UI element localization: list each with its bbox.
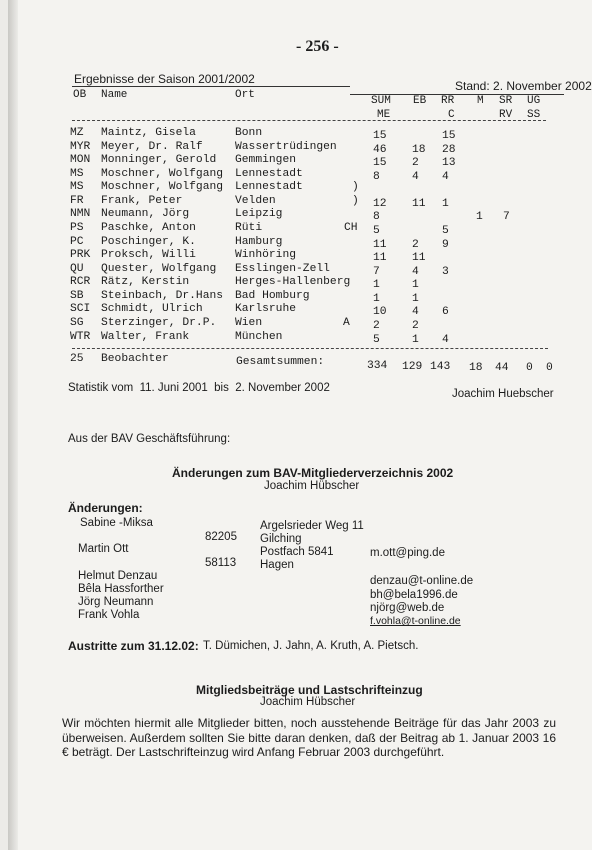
row-rr: 15	[442, 130, 456, 142]
row-name: Schmidt, Ulrich	[101, 303, 203, 316]
row-name: Neumann, Jörg	[101, 208, 190, 221]
row-name: Paschke, Anton	[101, 221, 196, 234]
header-ob: OB	[73, 89, 87, 101]
observer-count: 25	[70, 353, 84, 365]
row-name: Moschner, Wolfgang	[101, 181, 224, 194]
header-dashed-rule	[72, 120, 546, 121]
row-ob: QU	[70, 262, 84, 275]
row-ort: Esslingen-Zell	[235, 262, 330, 275]
changes-label: Änderungen:	[68, 501, 143, 515]
row-sum: 46	[373, 143, 387, 156]
entry-street-argelsrieder: Argelsrieder Weg 11	[260, 520, 364, 532]
header-me: ME	[377, 109, 391, 121]
row-eb: 2	[412, 238, 419, 251]
row-sum: 2	[373, 319, 380, 332]
row-rr: 9	[442, 238, 449, 251]
fees-title: Mitgliedsbeiträge und Lastschrifteinzug	[196, 683, 423, 697]
row-ort: Velden	[235, 194, 276, 207]
row-name: Sterzinger, Dr.P.	[101, 316, 217, 329]
signature-huebscher: Joachim Huebscher	[452, 388, 554, 400]
row-ort: Herges-Hallenberg	[235, 276, 351, 289]
row-ob: SG	[70, 316, 84, 329]
row-name: Monninger, Gerold	[101, 154, 217, 167]
exits-label: Austritte zum 31.12.02:	[68, 639, 199, 653]
row-ob: MYR	[70, 140, 91, 153]
row-rr: 28	[442, 143, 456, 156]
entry-email-hassforther: bh@bela1996.de	[370, 589, 458, 601]
entry-postfach: Postfach 5841	[260, 546, 334, 558]
entry-email-neumann: njörg@web.de	[370, 602, 445, 614]
row-sum: 1	[373, 292, 380, 305]
entry-name-hassforther: Bêla Hassforther	[78, 583, 164, 595]
total-ss: 0	[546, 362, 553, 374]
row-sum: 1	[373, 279, 380, 292]
row-ob: MS	[70, 167, 84, 180]
changes-title: Änderungen zum BAV-Mitgliederverzeichnis 2002	[172, 466, 454, 480]
row-rr: 13	[442, 157, 456, 170]
row-ob: MON	[70, 154, 91, 167]
row-ob: WTR	[70, 330, 91, 343]
title-rule	[72, 86, 350, 87]
row-ob: PRK	[70, 249, 91, 262]
row-rr: 3	[442, 265, 449, 278]
row-eb: 1	[412, 279, 419, 292]
row-name: Rätz, Kerstin	[101, 276, 190, 289]
row-mark: A	[343, 316, 350, 329]
header-ug: UG	[527, 95, 541, 107]
row-eb: 2	[412, 319, 419, 332]
row-ort: Hamburg	[235, 235, 283, 248]
total-rr: 143	[430, 361, 451, 373]
row-ob: SCI	[70, 303, 91, 316]
row-ob: MS	[70, 181, 84, 194]
row-rr: 4	[442, 333, 449, 346]
entry-name-vohla: Frank Vohla	[78, 609, 140, 621]
row-sum: 11	[373, 252, 387, 265]
row-name: Meyer, Dr. Ralf	[101, 140, 203, 153]
total-eb: 129	[402, 361, 423, 373]
row-name: Maintz, Gisela	[101, 127, 196, 139]
row-name: Frank, Peter	[101, 194, 183, 207]
header-m: M	[477, 95, 484, 107]
row-ort: Leipzig	[235, 208, 283, 221]
entry-email-ott: m.ott@ping.de	[370, 547, 445, 559]
row-ob: RCR	[70, 276, 91, 289]
row-sr: 7	[503, 211, 510, 224]
row-ob: SB	[70, 289, 84, 302]
header-name: Name	[101, 89, 128, 101]
bav-heading: Aus der BAV Geschäftsführung:	[68, 433, 231, 445]
row-m: 1	[476, 211, 483, 224]
row-ort: Wassertrüdingen	[235, 140, 337, 153]
header-eb: EB	[413, 95, 427, 107]
row-eb: 1	[412, 292, 419, 305]
row-ort: Bad Homburg	[235, 289, 310, 302]
row-ob: MZ	[70, 127, 84, 139]
season-title: Ergebnisse der Saison 2001/2002	[74, 72, 255, 86]
entry-name-martin-ott: Martin Ott	[78, 543, 129, 555]
row-mark: CH	[344, 221, 358, 234]
totals-label: Gesamtsummen:	[236, 356, 325, 368]
row-sum: 10	[373, 306, 387, 319]
total-ug: 0	[526, 362, 533, 374]
row-eb: 4	[412, 265, 419, 278]
row-name: Steinbach, Dr.Hans	[101, 289, 224, 302]
fees-author: Joachim Hübscher	[260, 696, 356, 708]
row-rr: 6	[442, 306, 449, 319]
row-eb: 18	[412, 143, 426, 156]
row-sum: 5	[373, 224, 380, 237]
row-rr: 5	[442, 224, 449, 237]
row-sum: 7	[373, 265, 380, 278]
entry-email-vohla: f.vohla@t-online.de	[370, 615, 461, 627]
entry-city-hagen: Hagen	[260, 559, 294, 571]
total-m: 18	[469, 362, 483, 374]
header-c: C	[448, 109, 455, 121]
row-eb: 1	[412, 333, 419, 346]
row-sum: 8	[373, 170, 380, 183]
observer-label: Beobachter	[101, 353, 169, 365]
row-eb: 4	[412, 170, 419, 183]
row-ort: Winhöring	[235, 249, 297, 262]
row-name: Moschner, Wolfgang	[101, 167, 224, 180]
row-eb: 11	[412, 252, 426, 265]
stand-date: Stand: 2. November 2002	[455, 79, 592, 93]
page-shadow-edge	[8, 0, 18, 850]
total-sum: 334	[367, 360, 388, 372]
row-ort: Wien	[235, 316, 263, 329]
entry-name-sabine: Sabine -Miksa	[80, 517, 153, 529]
row-name: Quester, Wolfgang	[101, 262, 217, 275]
row-mark: )	[352, 194, 359, 207]
header-ort: Ort	[235, 89, 255, 101]
row-sum: 5	[373, 333, 380, 346]
row-ob: FR	[70, 194, 84, 207]
totals-dashed-rule-top	[72, 348, 548, 349]
row-eb: 2	[412, 157, 419, 170]
header-ss: SS	[527, 109, 541, 121]
page-number: - 256 -	[296, 38, 339, 55]
row-ort: Karlsruhe	[235, 303, 297, 316]
header-rv: RV	[499, 109, 513, 121]
row-name: Poschinger, K.	[101, 235, 196, 248]
row-rr: 1	[442, 197, 449, 210]
row-ort: München	[235, 330, 283, 343]
row-eb: 11	[412, 197, 426, 210]
row-sum: 12	[373, 197, 387, 210]
changes-author: Joachim Hübscher	[264, 480, 360, 492]
row-sum: 8	[373, 211, 380, 224]
exits-names: T. Dümichen, J. Jahn, A. Kruth, A. Pietsch.	[203, 640, 419, 652]
row-rr: 4	[442, 170, 449, 183]
statistik-period: Statistik vom 11. Juni 2001 bis 2. November 2002	[68, 382, 330, 394]
entry-plz-82205: 82205	[205, 531, 237, 543]
row-ob: NMN	[70, 208, 91, 221]
header-rr: RR	[441, 95, 455, 107]
row-ob: PC	[70, 235, 84, 248]
header-sum: SUM	[371, 95, 391, 107]
row-sum: 11	[373, 238, 387, 251]
row-ort: Lennestadt	[235, 181, 303, 194]
total-sr: 44	[495, 362, 509, 374]
row-sum: 15	[373, 157, 387, 170]
row-name: Proksch, Willi	[101, 249, 196, 262]
entry-name-neumann: Jörg Neumann	[78, 596, 154, 608]
row-ort: Rüti	[235, 221, 263, 234]
row-ort: Lennestadt	[235, 167, 303, 180]
row-ob: PS	[70, 221, 84, 234]
entry-plz-58113: 58113	[205, 557, 237, 569]
entry-email-denzau: denzau@t-online.de	[370, 575, 474, 587]
row-mark: )	[352, 181, 359, 194]
header-sr: SR	[499, 95, 513, 107]
row-ort: Bonn	[235, 127, 263, 139]
row-ort: Gemmingen	[235, 154, 297, 167]
entry-name-denzau: Helmut Denzau	[78, 570, 158, 582]
entry-city-gilching: Gilching	[260, 533, 302, 545]
row-sum: 15	[373, 130, 387, 142]
row-eb: 4	[412, 306, 419, 319]
fees-paragraph: Wir möchten hiermit alle Mitglieder bitten, noch ausstehende Beiträge für das Jahr 2003 zu überweisen. Außerdem sollten Sie bitte daran denken, daß der Beitrag ab 1. Januar 2003 16 € beträgt. Der Lastschrifteinzug wird Anfang Februar 2003 durchgeführt.	[62, 716, 556, 759]
row-name: Walter, Frank	[101, 330, 190, 343]
